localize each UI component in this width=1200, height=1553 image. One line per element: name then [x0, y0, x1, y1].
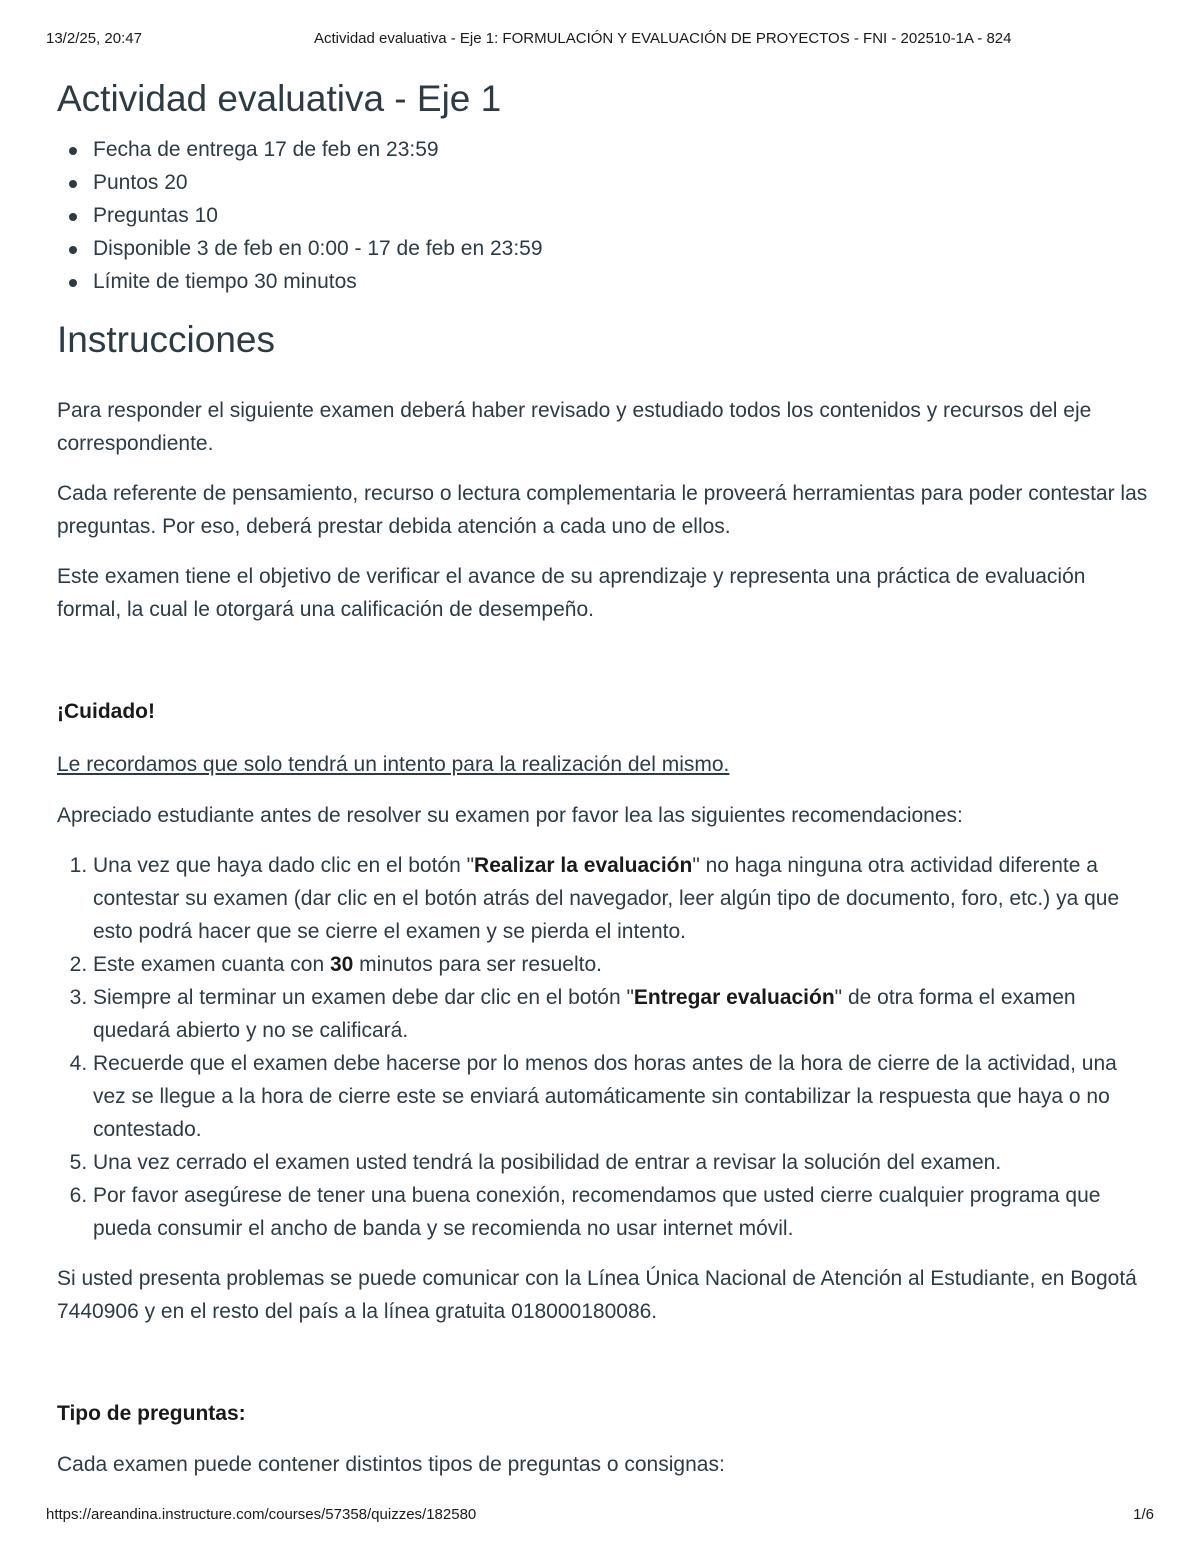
print-url: https://areandina.instructure.com/courses/57358/quizzes/182580	[46, 1506, 477, 1523]
print-date: 13/2/25, 20:47	[46, 30, 142, 47]
page-number: 1/6	[1133, 1506, 1154, 1523]
recommendation-item: 5. Una vez cerrado el examen usted tendrá la posibilidad de entrar a revisar la solución del examen.	[93, 1146, 1149, 1179]
quiz-content	[57, 70, 1149, 1498]
recommendation-item: 3. Siempre al terminar un examen debe dar clic en el botón "Entregar evaluación" de otra forma el examen quedará abierto y no se calificará.	[93, 981, 1149, 1047]
recommendation-item: 4. Recuerde que el examen debe hacerse por lo menos dos horas antes de la hora de cierre de la actividad, una vez se llegue a la hora de cierre este se enviará automáticamente sin contabilizar la respuesta que haya o no contestado.	[93, 1047, 1149, 1146]
recommendations-intro: Apreciado estudiante antes de resolver su examen por favor lea las siguientes recomendaciones:	[57, 804, 963, 827]
detail-time-limit: Límite de tiempo 30 minutos	[93, 265, 1149, 298]
spacer	[57, 1345, 1149, 1397]
warning-title: ¡Cuidado!	[57, 700, 155, 723]
emphasis: Realizar la evaluación	[474, 854, 693, 877]
detail-points: Puntos 20	[93, 166, 1149, 199]
instructions-heading: Instrucciones	[57, 319, 275, 360]
quiz-details-list	[57, 133, 1149, 298]
question-types-title: Tipo de preguntas:	[57, 1402, 246, 1425]
recommendation-item: 6. Por favor asegúrese de tener una buena conexión, recomendamos que usted cierre cualquier programa que pueda consumir el ancho de banda y se recomienda no usar internet móvil.	[93, 1179, 1149, 1245]
detail-due-date: Fecha de entrega 17 de feb en 23:59	[93, 133, 1149, 166]
recommendation-item: 1. Una vez que haya dado clic en el botón "Realizar la evaluación" no haga ninguna otra actividad diferente a contestar su examen (dar clic en el botón atrás del navegador, leer algún tipo de documento, foro, etc.) ya que esto podrá hacer que se cierre el examen y se pierda el intento.	[93, 849, 1149, 948]
detail-available: Disponible 3 de feb en 0:00 - 17 de feb en 23:59	[93, 232, 1149, 265]
quiz-title: Actividad evaluativa - Eje 1	[57, 78, 502, 119]
emphasis: 30	[329, 953, 354, 976]
detail-questions: Preguntas 10	[93, 199, 1149, 232]
recommendation-item: 2. Este examen cuanta con 30 minutos para ser resuelto.	[93, 948, 1149, 981]
support-text: Si usted presenta problemas se puede comunicar con la Línea Única Nacional de Atención al Estudiante, en Bogotá 7440906 y en el resto del país a la línea gratuita 018000180086.	[57, 1267, 1137, 1323]
recommendations-list	[57, 849, 1149, 1245]
instructions-paragraph-3: Este examen tiene el objetivo de verificar el avance de su aprendizaje y representa una práctica de evaluación formal, la cual le otorgará una calificación de desempeño.	[57, 565, 1086, 621]
instructions-paragraph-2: Cada referente de pensamiento, recurso o lectura complementaria le proveerá herramientas para poder contestar las preguntas. Por eso, deberá prestar debida atención a cada uno de ellos.	[57, 482, 1148, 538]
warning-note: Le recordamos que solo tendrá un intento para la realización del mismo.	[57, 753, 730, 776]
print-footer	[46, 1506, 1154, 1526]
emphasis: Entregar evaluación	[633, 986, 835, 1009]
instructions-paragraph-1: Para responder el siguiente examen deberá haber revisado y estudiado todos los contenidos y recursos del eje correspondiente.	[57, 399, 1092, 455]
spacer	[57, 643, 1149, 695]
print-header	[46, 30, 1154, 50]
print-document-title: Actividad evaluativa - Eje 1: FORMULACIÓN Y EVALUACIÓN DE PROYECTOS - FNI - 202510-1A - 824	[314, 30, 1012, 47]
question-types-intro: Cada examen puede contener distintos tipos de preguntas o consignas:	[57, 1453, 725, 1476]
